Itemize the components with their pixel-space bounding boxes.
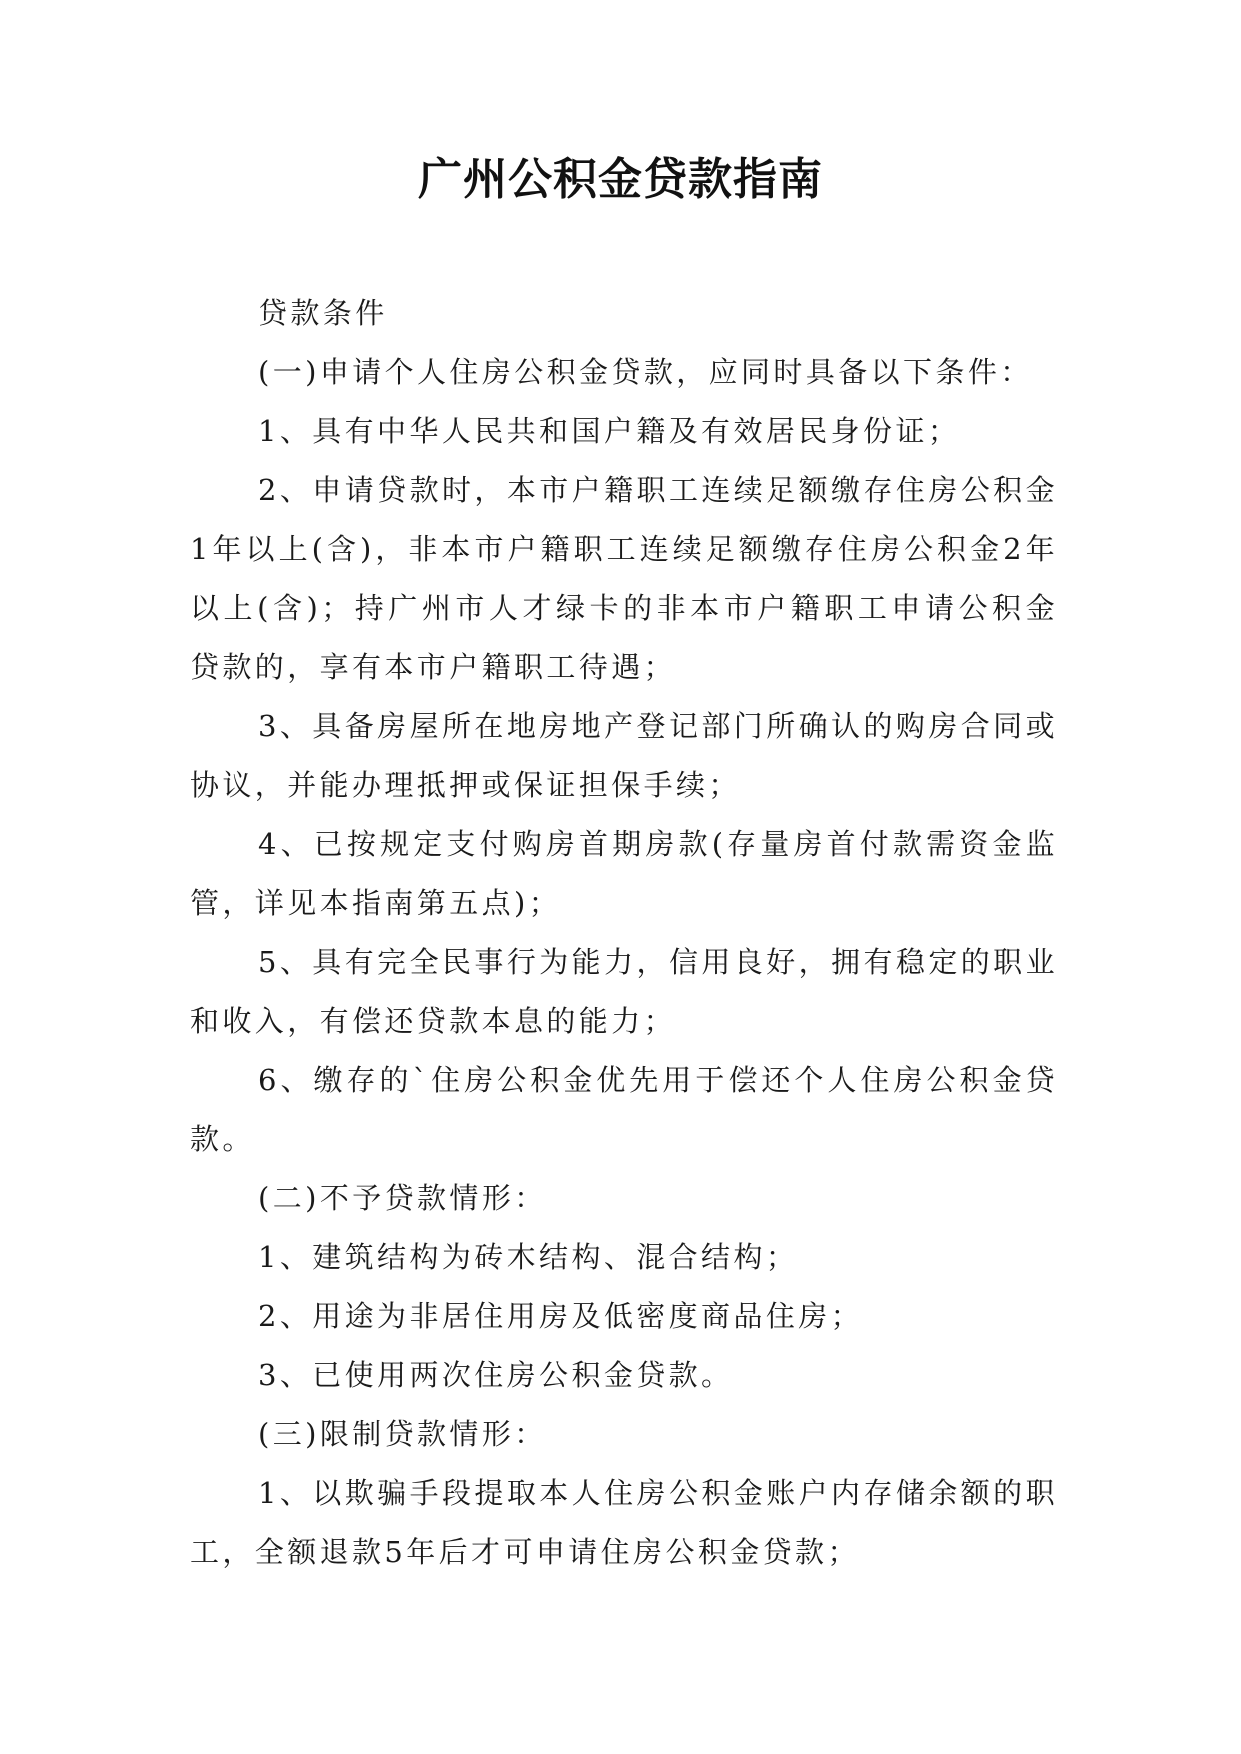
paragraph-section-one-heading: (一)申请个人住房公积金贷款，应同时具备以下条件：	[258, 355, 1033, 389]
paragraph-section-two-heading: (二)不予贷款情形：	[258, 1181, 547, 1215]
paragraph-condition-4: 4、已按规定支付购房首期房款(存量房首付款需资金监管，详见本指南第五点)；	[190, 827, 1058, 920]
paragraph-loan-conditions-heading: 贷款条件	[258, 296, 388, 330]
document-title: 广州公积金贷款指南	[418, 154, 823, 205]
paragraph-condition-5: 5、具有完全民事行为能力，信用良好，拥有稳定的职业和收入，有偿还贷款本息的能力；	[190, 945, 1058, 1038]
paragraph-section-three-heading: (三)限制贷款情形：	[258, 1417, 547, 1451]
paragraph-no-loan-1: 1、建筑结构为砖木结构、混合结构；	[258, 1240, 799, 1274]
paragraph-no-loan-3: 3、已使用两次住房公积金贷款。	[258, 1358, 734, 1392]
document-body	[190, 284, 1058, 1582]
paragraph-condition-2: 2、申请贷款时，本市户籍职工连续足额缴存住房公积金1年以上(含)，非本市户籍职工连续足额缴存住房公积金2年以上(含)；持广州市人才绿卡的非本市户籍职工申请公积金贷款的，享有本市户籍职工待遇；	[190, 473, 1058, 684]
paragraph-restricted-loan-1: 1、以欺骗手段提取本人住房公积金账户内存储余额的职工，全额退款5年后才可申请住房公积金贷款；	[190, 1476, 1058, 1569]
paragraph-no-loan-2: 2、用途为非居住用房及低密度商品住房；	[258, 1299, 864, 1333]
paragraph-condition-1: 1、具有中华人民共和国户籍及有效居民身份证；	[258, 414, 961, 448]
paragraph-condition-6: 6、缴存的`住房公积金优先用于偿还个人住房公积金贷款。	[190, 1063, 1058, 1156]
paragraph-condition-3: 3、具备房屋所在地房地产登记部门所确认的购房合同或协议，并能办理抵押或保证担保手续；	[190, 709, 1058, 802]
